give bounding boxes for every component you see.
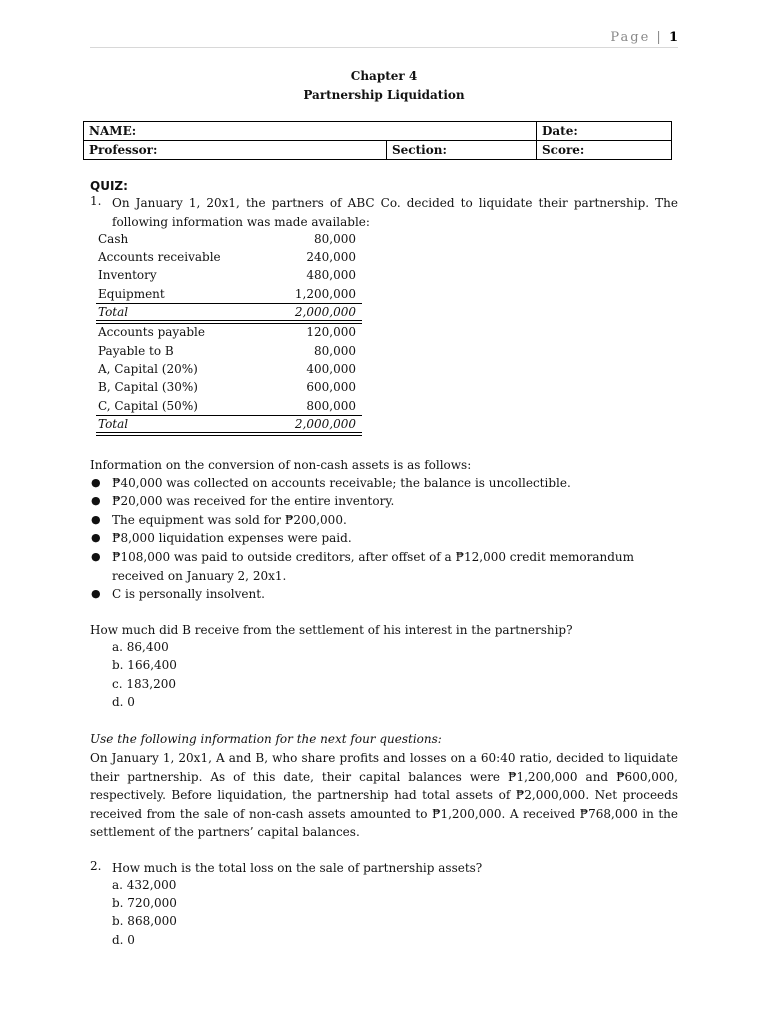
- question-2-number: 2.: [90, 859, 102, 873]
- asset-value: 240,000: [306, 250, 356, 264]
- answer-choice[interactable]: d. 0: [112, 695, 135, 709]
- liability-row: [98, 379, 360, 397]
- conversion-item: ₱8,000 liquidation expenses were paid.: [112, 531, 352, 545]
- asset-label: Inventory: [98, 268, 157, 282]
- total-double-rule-top: [96, 432, 362, 433]
- answer-choice[interactable]: a. 432,000: [112, 878, 177, 892]
- page-number-value: 1: [668, 30, 678, 45]
- conversion-intro: Information on the conversion of non-cash assets is as follows:: [90, 458, 472, 472]
- total-double-rule-top: [96, 320, 362, 321]
- conversion-item: ₱108,000 was paid to outside creditors, after offset of a ₱12,000 credit memorandum received on January 2, 20x1.: [112, 550, 635, 583]
- question-2-prompt: How much is the total loss on the sale of partnership assets?: [112, 861, 483, 875]
- bullet-dot-icon: ●: [91, 513, 101, 526]
- asset-label: Accounts receivable: [98, 250, 221, 264]
- page-label: Page: [610, 30, 651, 45]
- question-1-number: 1.: [90, 194, 102, 208]
- name-cell[interactable]: NAME:: [84, 122, 537, 141]
- bullet-dot-icon: ●: [91, 531, 101, 544]
- asset-value: 480,000: [306, 268, 356, 282]
- liability-value: 800,000: [306, 399, 356, 413]
- liabilities-total-value: 2,000,000: [294, 417, 356, 431]
- conversion-item: ₱20,000 was received for the entire inventory.: [112, 494, 395, 508]
- liability-row: [98, 361, 360, 379]
- scenario-paragraph: On January 1, 20x1, A and B, who share profits and losses on a 60:40 ratio, decided to liquidate their partnership. As of this date, their capital balances were ₱1,200,000 and ₱600,000, respectively. Before liquidation, the partnership had total assets of ₱2,000,000. Net proceeds received from the sale of non-cash assets amounted to ₱1,200,000. A received ₱768,000 in the settlement of the partners’ capital balances.: [90, 751, 678, 839]
- question-1-intro: On January 1, 20x1, the partners of ABC Co. decided to liquidate their partnership. The following information was made available:: [112, 196, 678, 229]
- header-divider: [90, 47, 678, 48]
- liability-label: B, Capital (30%): [98, 380, 198, 394]
- liability-value: 600,000: [306, 380, 356, 394]
- answer-choice[interactable]: d. 0: [112, 933, 135, 947]
- liabilities-total-label: Total: [98, 417, 129, 431]
- date-cell[interactable]: Date:: [537, 122, 672, 141]
- asset-value: 1,200,000: [294, 287, 356, 301]
- answer-choice[interactable]: a. 86,400: [112, 640, 169, 654]
- instruction-note: Use the following information for the next four questions:: [90, 732, 442, 746]
- asset-row: [98, 231, 360, 249]
- asset-row: [98, 286, 360, 304]
- asset-label: Equipment: [98, 287, 165, 301]
- total-double-rule-bottom: [96, 435, 362, 436]
- liability-row: [98, 343, 360, 361]
- professor-cell[interactable]: Professor:: [84, 141, 387, 160]
- answer-choice[interactable]: b. 868,000: [112, 914, 177, 928]
- assets-total-label: Total: [98, 305, 129, 319]
- conversion-item: C is personally insolvent.: [112, 587, 265, 601]
- answer-choice[interactable]: b. 166,400: [112, 658, 177, 672]
- liability-value: 400,000: [306, 362, 356, 376]
- asset-row: [98, 267, 360, 285]
- liability-value: 80,000: [314, 344, 356, 358]
- student-info-table: [83, 121, 672, 160]
- liability-row: [98, 398, 360, 416]
- assets-total-value: 2,000,000: [294, 305, 356, 319]
- bullet-dot-icon: ●: [91, 494, 101, 507]
- liability-row: [98, 324, 360, 342]
- asset-row: [98, 249, 360, 267]
- liability-label: Accounts payable: [98, 325, 205, 339]
- asset-label: Cash: [98, 232, 129, 246]
- chapter-title: Chapter 4: [350, 69, 418, 83]
- bullet-dot-icon: ●: [91, 587, 101, 600]
- bullet-dot-icon: ●: [91, 476, 101, 489]
- answer-choice[interactable]: b. 720,000: [112, 896, 177, 910]
- score-cell[interactable]: Score:: [537, 141, 672, 160]
- question-1-prompt: How much did B receive from the settlement of his interest in the partnership?: [90, 623, 573, 637]
- liability-value: 120,000: [306, 325, 356, 339]
- liability-label: A, Capital (20%): [98, 362, 198, 376]
- quiz-heading: QUIZ:: [90, 179, 128, 193]
- document-title: Partnership Liquidation: [303, 88, 465, 102]
- liability-label: C, Capital (50%): [98, 399, 198, 413]
- liability-label: Payable to B: [98, 344, 174, 358]
- answer-choice[interactable]: c. 183,200: [112, 677, 176, 691]
- conversion-item: The equipment was sold for ₱200,000.: [112, 513, 347, 527]
- page-number: Page | 1: [610, 30, 678, 45]
- asset-value: 80,000: [314, 232, 356, 246]
- conversion-item: ₱40,000 was collected on accounts receivable; the balance is uncollectible.: [112, 476, 571, 490]
- section-cell[interactable]: Section:: [387, 141, 537, 160]
- bullet-dot-icon: ●: [91, 550, 101, 563]
